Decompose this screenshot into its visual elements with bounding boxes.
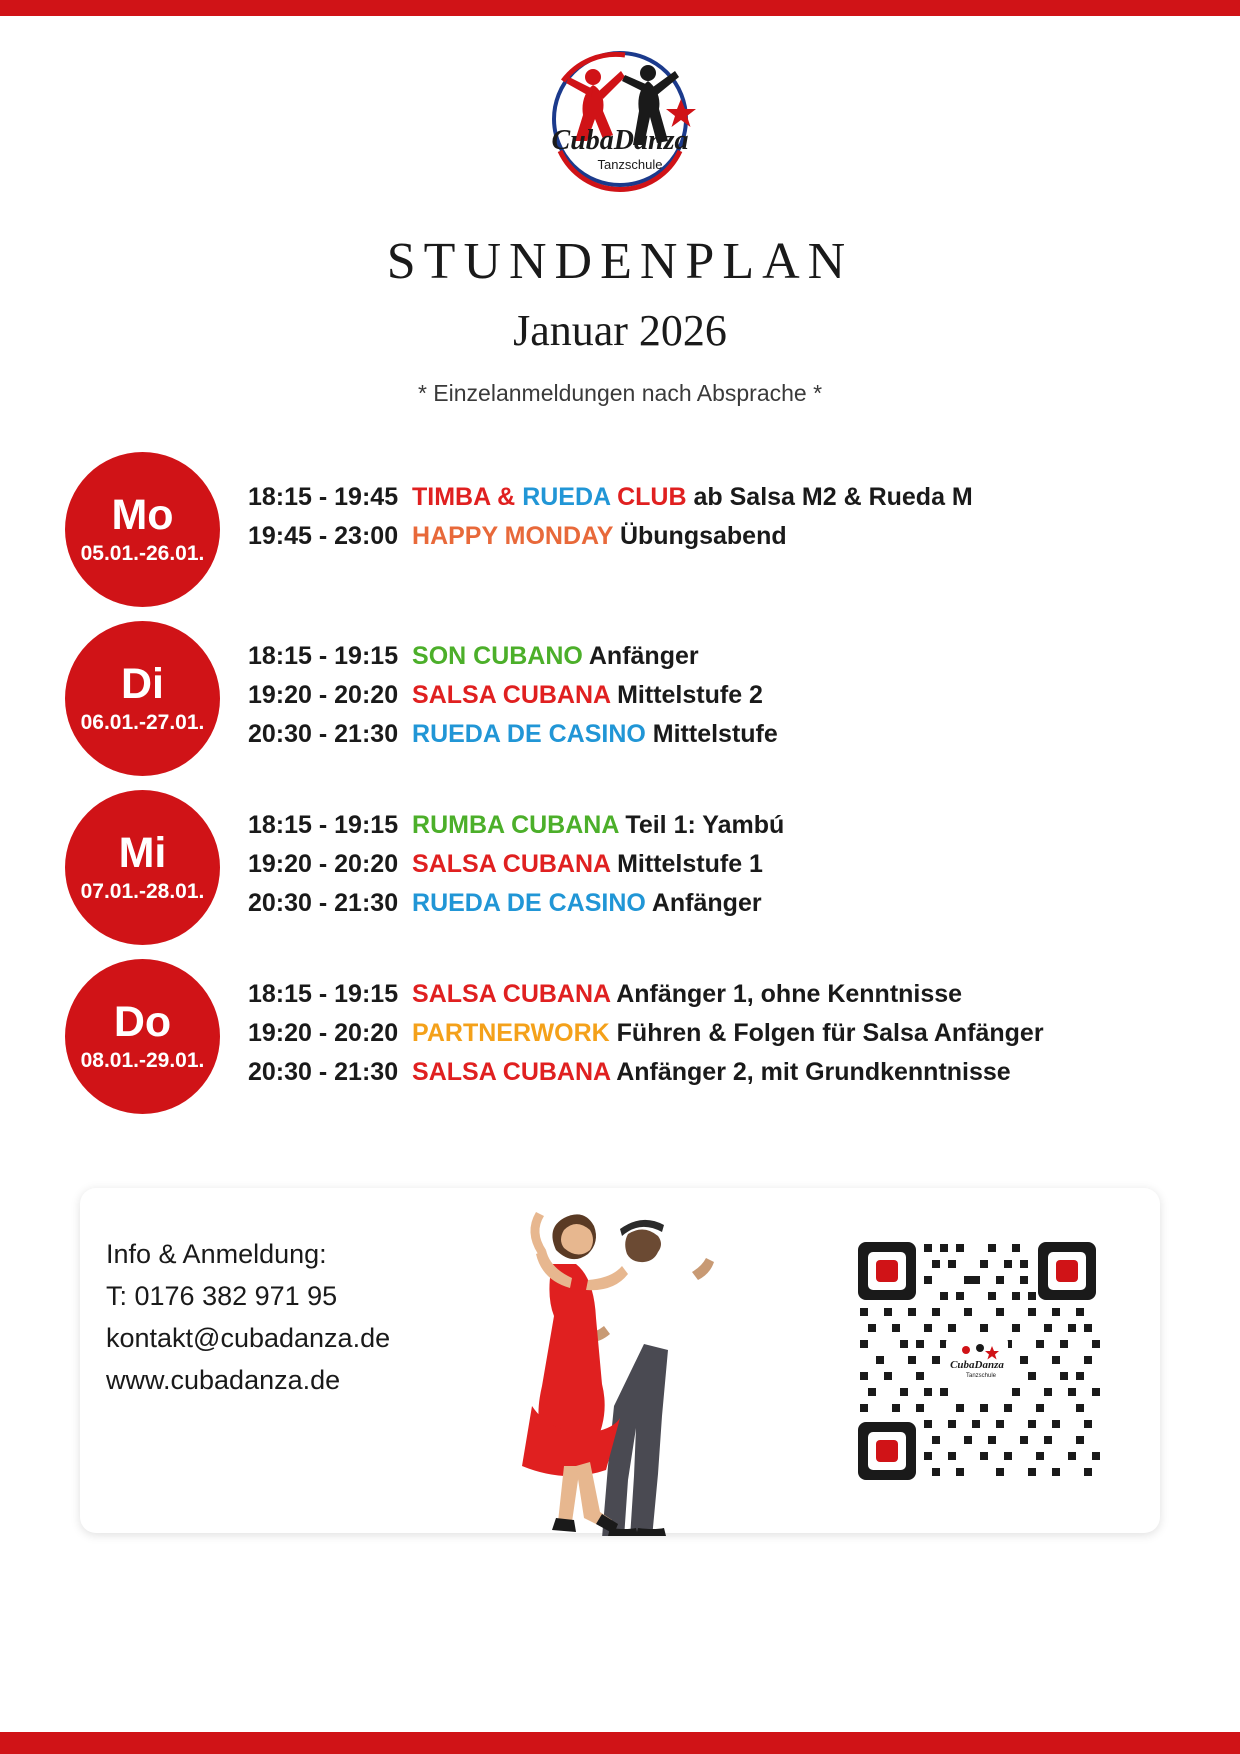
class-text-part: CLUB: [617, 483, 694, 511]
class-text-part: SALSA CUBANA: [412, 680, 618, 709]
day-abbr: Mi: [118, 828, 167, 877]
class-text-part: Mittelstufe 1: [617, 849, 763, 878]
logo-area: [0, 36, 1240, 206]
day-row: [0, 607, 1240, 776]
class-entry: [248, 1014, 1240, 1053]
class-time: 18:15 - 19:15: [248, 811, 399, 839]
class-text-part: Anfänger: [651, 888, 762, 917]
class-time: 20:30 - 21:30: [248, 888, 399, 917]
contact-line: Info & Anmeldung:: [106, 1239, 327, 1269]
class-entry: [248, 715, 1240, 754]
cubadanza-logo: [505, 41, 735, 201]
class-time: 20:30 - 21:30: [248, 719, 399, 748]
day-badge: [65, 452, 220, 607]
qr-center-logo: [946, 1338, 1008, 1384]
class-time: 19:20 - 20:20: [248, 849, 399, 878]
class-text-part: SALSA CUBANA: [412, 1057, 617, 1086]
dancing-couple-illustration: [460, 1176, 750, 1536]
class-time: 19:20 - 20:20: [248, 680, 399, 709]
svg-text:Tanzschule: Tanzschule: [597, 157, 663, 172]
day-row: [0, 776, 1240, 945]
class-text-part: SALSA CUBANA: [412, 849, 618, 878]
class-entry: [248, 637, 1240, 676]
male-dancer: [582, 1220, 714, 1536]
day-date-range: 07.01.-28.01.: [80, 879, 205, 903]
class-text-part: Anfänger 1, ohne Kenntnisse: [616, 980, 963, 1008]
class-text-part: PARTNERWORK: [412, 1018, 617, 1047]
class-entry: [248, 806, 1240, 845]
class-text-part: Mittelstufe: [652, 719, 778, 748]
class-text-part: Anfänger: [588, 642, 699, 670]
bottom-red-bar: [0, 1732, 1240, 1754]
class-entry: [248, 884, 1240, 923]
day-date-range: 08.01.-29.01.: [80, 1048, 205, 1072]
qr-code[interactable]: [852, 1236, 1102, 1486]
month-subtitle: Januar 2026: [513, 306, 727, 355]
class-time: 18:15 - 19:15: [248, 980, 399, 1008]
svg-text:CubaDanza: CubaDanza: [551, 125, 689, 156]
top-red-bar: [0, 0, 1240, 16]
class-list: [248, 607, 1240, 753]
day-date-range: 06.01.-27.01.: [80, 710, 205, 734]
class-text-part: TIMBA &: [412, 483, 523, 511]
class-time: 20:30 - 21:30: [248, 1057, 399, 1086]
qr-center-logo-graphic: [948, 1340, 1006, 1382]
class-entry: [248, 676, 1240, 715]
page-title: STUNDENPLAN: [386, 233, 854, 290]
day-date-range: 05.01.-26.01.: [80, 541, 205, 565]
class-text-part: RUEDA DE CASINO: [412, 719, 653, 748]
contact-line: T: 0176 382 971 95: [106, 1280, 338, 1311]
footer-card: [80, 1188, 1160, 1533]
contact-line: www.cubadanza.de: [106, 1364, 341, 1395]
class-text-part: SALSA CUBANA: [412, 980, 617, 1008]
class-entry: [248, 478, 1240, 517]
contact-info: [106, 1234, 390, 1401]
day-row: [0, 440, 1240, 607]
day-abbr: Di: [121, 659, 164, 708]
day-badge: [65, 790, 220, 945]
class-time: 18:15 - 19:45: [248, 483, 399, 511]
class-text-part: RUEDA DE CASINO: [412, 888, 652, 917]
svg-text:Tanzschule: Tanzschule: [965, 1373, 997, 1379]
class-time: 19:20 - 20:20: [248, 1018, 399, 1047]
class-list: [248, 776, 1240, 922]
class-list: [248, 945, 1240, 1091]
logo-graphic: [505, 41, 735, 201]
svg-text:CubaDanza: CubaDanza: [950, 1359, 1004, 1371]
class-entry: [248, 845, 1240, 884]
class-text-part: Teil 1: Yambú: [625, 811, 785, 839]
day-abbr: Mo: [111, 490, 174, 539]
class-text-part: Anfänger 2, mit Grundkenntnisse: [616, 1057, 1011, 1086]
class-text-part: Mittelstufe 2: [617, 680, 763, 709]
class-text-part: Führen & Folgen für Salsa Anfänger: [616, 1018, 1044, 1047]
day-row: [0, 945, 1240, 1114]
class-entry: [248, 975, 1240, 1014]
class-text-part: RUMBA CUBANA: [412, 811, 626, 839]
registration-note: * Einzelanmeldungen nach Absprache *: [417, 380, 823, 406]
class-list: [248, 440, 1240, 556]
day-badge: [65, 621, 220, 776]
class-text-part: Übungsabend: [619, 521, 787, 550]
class-text-part: HAPPY MONDAY: [412, 521, 620, 550]
schedule-list: [0, 440, 1240, 1114]
class-entry: [248, 1053, 1240, 1092]
class-text-part: SON CUBANO: [412, 642, 589, 670]
day-abbr: Do: [113, 997, 172, 1046]
class-time: 18:15 - 19:15: [248, 642, 399, 670]
class-text-part: RUEDA: [522, 483, 618, 511]
day-badge: [65, 959, 220, 1114]
class-time: 19:45 - 23:00: [248, 521, 399, 550]
class-entry: [248, 517, 1240, 556]
contact-line: kontakt@cubadanza.de: [106, 1322, 391, 1353]
class-text-part: ab Salsa M2 & Rueda M: [693, 483, 973, 511]
